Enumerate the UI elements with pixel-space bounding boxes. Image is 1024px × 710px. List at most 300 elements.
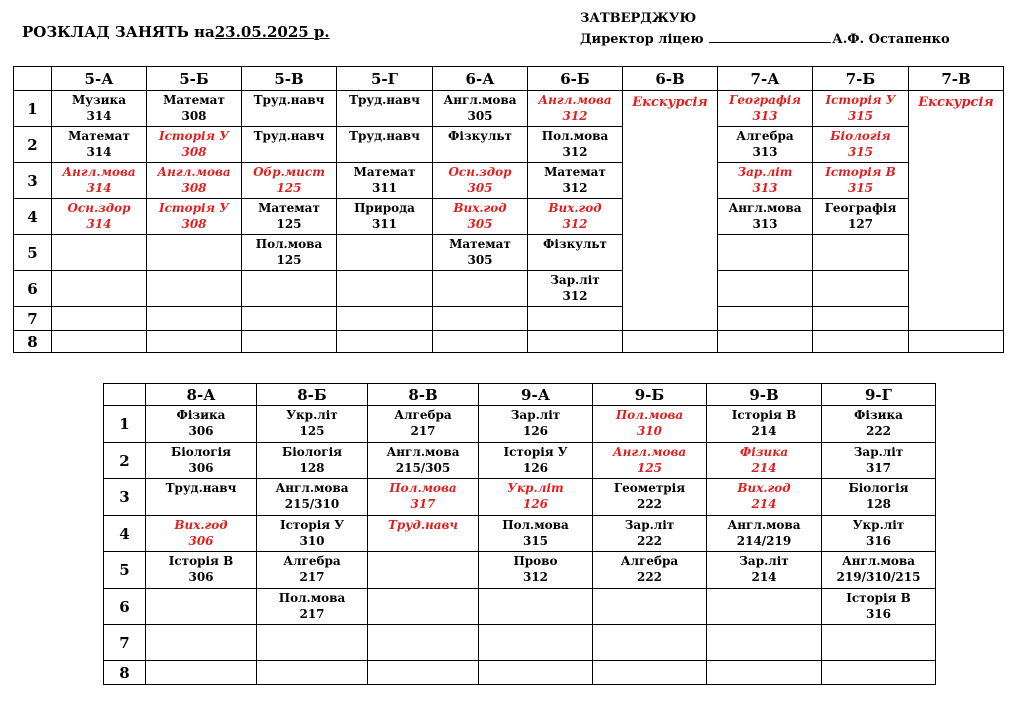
schedule-cell — [52, 331, 147, 353]
room-number: 310 — [299, 534, 325, 548]
lesson — [479, 516, 592, 549]
schedule-cell — [707, 406, 822, 443]
schedule-cell — [337, 163, 433, 199]
lesson — [146, 516, 256, 549]
schedule-cell — [822, 516, 936, 552]
lesson — [242, 235, 336, 268]
room-number: 308 — [181, 217, 207, 231]
schedule-cell — [718, 307, 813, 331]
schedule-cell — [813, 163, 909, 199]
period-number: 1 — [14, 91, 52, 127]
lesson — [257, 589, 367, 622]
period-number: 5 — [14, 235, 52, 271]
schedule-cell — [337, 91, 433, 127]
room-number: 219/310/215 — [836, 570, 921, 584]
schedule-cell — [146, 516, 257, 552]
lesson — [242, 91, 336, 108]
subject-name: Труд.навч — [387, 518, 458, 532]
room-number: 315 — [847, 181, 874, 195]
room-number: 312 — [562, 109, 588, 123]
schedule-cell — [147, 271, 242, 307]
subject-name: Пол.мова — [278, 591, 346, 605]
schedule-cell — [909, 331, 1004, 353]
lesson — [368, 516, 478, 533]
subject-name: Математ — [68, 129, 130, 143]
room-number: 311 — [371, 217, 398, 231]
schedule-cell — [242, 199, 337, 235]
lesson — [368, 479, 478, 512]
schedule-cell — [528, 199, 623, 235]
schedule-cell — [242, 331, 337, 353]
schedule-cell — [813, 331, 909, 353]
period-number: 6 — [14, 271, 52, 307]
room-number: 215/305 — [395, 461, 451, 475]
subject-name: Осн.здор — [67, 201, 131, 215]
subject-name: Математ — [353, 165, 416, 179]
schedule-cell — [257, 552, 368, 589]
subject-name: Зар.літ — [737, 165, 793, 179]
subject-name: Англ.мова — [443, 93, 517, 107]
subject-name: Географія — [824, 201, 897, 215]
room-number: 125 — [276, 217, 302, 231]
schedule-cell — [528, 127, 623, 163]
room-number: 313 — [752, 145, 778, 159]
schedule-cell — [242, 271, 337, 307]
lesson — [146, 552, 256, 585]
header-row — [104, 384, 936, 406]
room-number: 222 — [636, 497, 663, 511]
schedule-cell — [146, 479, 257, 516]
lesson — [822, 479, 935, 512]
excursion-cell — [623, 91, 718, 331]
schedule-cell — [813, 307, 909, 331]
lesson — [433, 235, 527, 268]
lesson — [368, 443, 478, 476]
schedule-cell — [52, 271, 147, 307]
room-number: 125 — [636, 461, 663, 475]
period-row — [14, 91, 1004, 127]
schedule-cell — [257, 625, 368, 661]
lesson — [822, 589, 935, 622]
lesson — [813, 163, 908, 196]
subject-name: Історія В — [168, 554, 234, 568]
subject-name: Фізика — [176, 408, 226, 422]
schedule-cell — [707, 661, 822, 685]
schedule-cell — [147, 199, 242, 235]
subject-name: Англ.мова — [727, 518, 801, 532]
schedule-cell — [718, 235, 813, 271]
lesson — [528, 199, 622, 232]
schedule-cell — [479, 516, 593, 552]
schedule-cell — [242, 163, 337, 199]
period-row — [104, 589, 936, 625]
schedule-cell — [528, 331, 623, 353]
schedule-cell — [528, 271, 623, 307]
period-row — [104, 661, 936, 685]
class-header: 9-В — [707, 384, 822, 406]
lesson — [337, 163, 432, 196]
room-number: 128 — [299, 461, 325, 475]
lesson — [528, 271, 622, 304]
room-number: 127 — [847, 217, 874, 231]
schedule-date: 23.05.2025 р. — [214, 23, 330, 41]
subject-name: Вих.год — [174, 518, 228, 532]
room-number: 306 — [188, 534, 214, 548]
subject-name: Англ.мова — [62, 165, 136, 179]
lesson — [593, 552, 706, 585]
subject-name: Пол.мова — [541, 129, 609, 143]
lesson — [718, 91, 812, 124]
schedule-cell — [433, 163, 528, 199]
schedule-cell — [368, 625, 479, 661]
lesson — [593, 516, 706, 549]
schedule-cell — [257, 516, 368, 552]
lesson — [479, 552, 592, 585]
subject-name: Вих.год — [737, 481, 791, 495]
header-row — [14, 67, 1004, 91]
room-number: 315 — [847, 145, 874, 159]
schedule-cell — [147, 91, 242, 127]
room-number: 214 — [751, 461, 777, 475]
schedule-cell — [718, 127, 813, 163]
subject-name: Укр.літ — [852, 518, 905, 532]
period-row — [104, 406, 936, 443]
schedule-cell — [147, 127, 242, 163]
period-row — [14, 331, 1004, 353]
schedule-title — [22, 23, 330, 41]
schedule-cell — [146, 625, 257, 661]
schedule-cell — [593, 479, 707, 516]
schedule-table-grades-8-9 — [103, 383, 936, 685]
subject-name: Алгебра — [394, 408, 452, 422]
lesson — [707, 479, 821, 512]
schedule-cell — [718, 271, 813, 307]
period-row — [104, 625, 936, 661]
schedule-cell — [623, 331, 718, 353]
class-header: 9-Г — [822, 384, 936, 406]
subject-name: Укр.літ — [507, 481, 564, 495]
schedule-cell — [368, 516, 479, 552]
room-number: 317 — [410, 497, 436, 511]
subject-name: Зар.літ — [550, 273, 600, 287]
class-header: 8-Б — [257, 384, 368, 406]
subject-name: Алгебра — [620, 554, 679, 568]
subject-name: Історія У — [158, 201, 230, 215]
lesson — [822, 443, 935, 476]
subject-name: Природа — [354, 201, 415, 215]
schedule-cell — [337, 307, 433, 331]
lesson — [146, 406, 256, 439]
lesson — [147, 127, 241, 160]
schedule-cell — [813, 271, 909, 307]
room-number: 312 — [562, 181, 588, 195]
subject-name: Англ.мова — [841, 554, 916, 568]
room-number: 314 — [86, 145, 112, 159]
class-header: 6-Б — [528, 67, 623, 91]
subject-name: Труд.навч — [253, 93, 325, 107]
schedule-cell — [813, 127, 909, 163]
room-number: 312 — [522, 570, 549, 584]
room-number: 215/310 — [284, 497, 340, 511]
schedule-cell — [147, 307, 242, 331]
lesson — [433, 127, 527, 144]
schedule-cell — [718, 199, 813, 235]
subject-name: Англ.мова — [275, 481, 349, 495]
room-number: 316 — [865, 534, 892, 548]
schedule-cell — [337, 331, 433, 353]
room-number: 305 — [467, 109, 493, 123]
room-number: 314 — [86, 217, 112, 231]
schedule-cell — [433, 331, 528, 353]
schedule-cell — [368, 661, 479, 685]
lesson — [257, 406, 367, 439]
lesson — [479, 479, 592, 512]
subject-name: Фізкульт — [448, 129, 512, 143]
room-number: 214 — [751, 424, 777, 438]
schedule-cell — [433, 307, 528, 331]
schedule-cell — [337, 235, 433, 271]
lesson — [147, 163, 241, 196]
schedule-cell — [718, 331, 813, 353]
lesson — [146, 443, 256, 476]
lesson — [528, 127, 622, 160]
class-header: 5-Г — [337, 67, 433, 91]
period-row — [14, 271, 1004, 307]
period-row — [104, 479, 936, 516]
room-number: 317 — [865, 461, 892, 475]
schedule-table-grades-5-7 — [13, 66, 1004, 353]
schedule-cell — [242, 91, 337, 127]
subject-name: Біологія — [830, 129, 891, 143]
schedule-cell — [822, 406, 936, 443]
schedule-cell — [52, 235, 147, 271]
lesson — [822, 516, 935, 549]
subject-name: Алгебра — [736, 129, 794, 143]
subject-name: Пол.мова — [615, 408, 684, 422]
room-number: 217 — [410, 424, 436, 438]
schedule-cell — [147, 235, 242, 271]
room-number: 222 — [636, 534, 663, 548]
room-number: 126 — [522, 424, 549, 438]
period-number: 8 — [14, 331, 52, 353]
schedule-cell — [257, 406, 368, 443]
period-row — [14, 307, 1004, 331]
lesson — [528, 91, 622, 124]
schedule-cell — [707, 516, 822, 552]
room-number: 305 — [467, 181, 493, 195]
schedule-cell — [528, 163, 623, 199]
schedule-cell — [479, 625, 593, 661]
subject-name: Біологія — [848, 481, 909, 495]
room-number: 314 — [86, 109, 112, 123]
subject-name: Біологія — [170, 445, 232, 459]
subject-name: Історія У — [503, 445, 568, 459]
room-number: 310 — [636, 424, 663, 438]
class-header: 7-А — [718, 67, 813, 91]
subject-name: Труд.навч — [165, 481, 237, 495]
schedule-cell — [813, 235, 909, 271]
schedule-cell — [433, 127, 528, 163]
subject-name: Зар.літ — [510, 408, 561, 422]
schedule-cell — [146, 661, 257, 685]
lesson — [813, 91, 908, 124]
room-number: 128 — [865, 497, 892, 511]
schedule-cell — [822, 552, 936, 589]
room-number: 306 — [188, 570, 214, 584]
schedule-cell — [242, 235, 337, 271]
subject-name: Англ.мова — [157, 165, 231, 179]
excursion-cell — [909, 91, 1004, 331]
room-number: 126 — [522, 497, 549, 511]
schedule-cell — [257, 479, 368, 516]
period-number: 4 — [104, 516, 146, 552]
class-header: 8-А — [146, 384, 257, 406]
period-row — [14, 199, 1004, 235]
room-number: 222 — [865, 424, 892, 438]
subject-name: Труд.навч — [253, 129, 325, 143]
class-header: 6-А — [433, 67, 528, 91]
lesson — [433, 163, 527, 196]
signature-blank — [709, 30, 831, 43]
schedule-cell — [337, 127, 433, 163]
class-header: 5-А — [52, 67, 147, 91]
room-number: 126 — [522, 461, 549, 475]
subject-name: Прово — [513, 554, 558, 568]
subject-name: Геометрія — [613, 481, 686, 495]
schedule-cell — [52, 127, 147, 163]
schedule-cell — [822, 625, 936, 661]
schedule-cell — [479, 406, 593, 443]
class-header: 9-Б — [593, 384, 707, 406]
lesson — [528, 163, 622, 196]
period-number: 2 — [14, 127, 52, 163]
room-number: 312 — [562, 145, 588, 159]
schedule-cell — [718, 163, 813, 199]
room-number: 308 — [181, 181, 207, 195]
schedule-cell — [822, 443, 936, 479]
lesson — [242, 163, 336, 196]
schedule-cell — [337, 271, 433, 307]
schedule-cell — [593, 552, 707, 589]
lesson — [147, 91, 241, 124]
schedule-cell — [146, 406, 257, 443]
lesson — [822, 406, 935, 439]
schedule-cell — [433, 271, 528, 307]
schedule-cell — [593, 516, 707, 552]
subject-name: Укр.літ — [286, 408, 338, 422]
title-prefix: РОЗКЛАД ЗАНЯТЬ на — [22, 23, 215, 41]
schedule-cell — [479, 479, 593, 516]
schedule-cell — [479, 661, 593, 685]
subject-name: Історія У — [825, 93, 896, 107]
lesson — [718, 127, 812, 160]
schedule-cell — [52, 199, 147, 235]
subject-name: Осн.здор — [448, 165, 512, 179]
schedule-cell — [146, 552, 257, 589]
period-number: 4 — [14, 199, 52, 235]
schedule-cell — [707, 552, 822, 589]
schedule-cell — [257, 661, 368, 685]
period-number: 1 — [104, 406, 146, 443]
schedule-cell — [52, 91, 147, 127]
subject-name: Труд.навч — [349, 93, 420, 107]
schedule-cell — [707, 589, 822, 625]
schedule-cell — [593, 661, 707, 685]
lesson — [52, 91, 146, 124]
subject-name: Зар.літ — [739, 554, 789, 568]
subject-name: Історія У — [279, 518, 345, 532]
schedule-cell — [813, 199, 909, 235]
schedule-cell — [368, 443, 479, 479]
subject-name: Історія В — [825, 165, 896, 179]
subject-name: Біологія — [281, 445, 343, 459]
period-number: 6 — [104, 589, 146, 625]
room-number: 308 — [181, 145, 207, 159]
corner-cell — [104, 384, 146, 406]
period-number: 3 — [14, 163, 52, 199]
schedule-cell — [146, 443, 257, 479]
room-number: 214 — [751, 570, 777, 584]
room-number: 312 — [562, 217, 588, 231]
room-number: 308 — [181, 109, 207, 123]
subject-name: Фізика — [854, 408, 903, 422]
subject-name: Пол.мова — [502, 518, 569, 532]
schedule-cell — [707, 625, 822, 661]
lesson — [147, 199, 241, 232]
room-number: 306 — [188, 424, 214, 438]
subject-name: Вих.год — [453, 201, 507, 215]
lesson — [707, 552, 821, 585]
room-number: 315 — [522, 534, 549, 548]
schedule-cell — [337, 199, 433, 235]
approve-signature-line — [580, 29, 950, 50]
room-number: 125 — [276, 181, 302, 195]
schedule-cell — [242, 127, 337, 163]
room-number: 217 — [299, 570, 325, 584]
lesson — [337, 127, 432, 144]
lesson — [593, 443, 706, 476]
schedule-cell — [822, 479, 936, 516]
schedule-cell — [147, 163, 242, 199]
approval-block — [580, 8, 950, 50]
lesson — [52, 199, 146, 232]
lesson — [257, 516, 367, 549]
lesson — [813, 127, 908, 160]
period-row — [104, 516, 936, 552]
schedule-cell — [479, 443, 593, 479]
class-header: 5-В — [242, 67, 337, 91]
approve-name: А.Ф. Остапенко — [832, 32, 950, 47]
subject-name: Обр.мист — [253, 165, 325, 179]
room-number: 222 — [636, 570, 663, 584]
schedule-cell — [593, 406, 707, 443]
subject-name: Англ.мова — [728, 201, 802, 215]
period-row — [104, 552, 936, 589]
approve-heading: ЗАТВЕРДЖУЮ — [580, 11, 697, 26]
lesson — [433, 91, 527, 124]
lesson — [433, 199, 527, 232]
room-number: 313 — [752, 109, 778, 123]
room-number: 314 — [86, 181, 112, 195]
lesson — [593, 479, 706, 512]
period-row — [14, 163, 1004, 199]
lesson — [257, 443, 367, 476]
schedule-cell — [479, 589, 593, 625]
subject-name: Алгебра — [283, 554, 341, 568]
subject-name: Географія — [729, 93, 801, 107]
schedule-cell — [718, 91, 813, 127]
period-number: 5 — [104, 552, 146, 589]
